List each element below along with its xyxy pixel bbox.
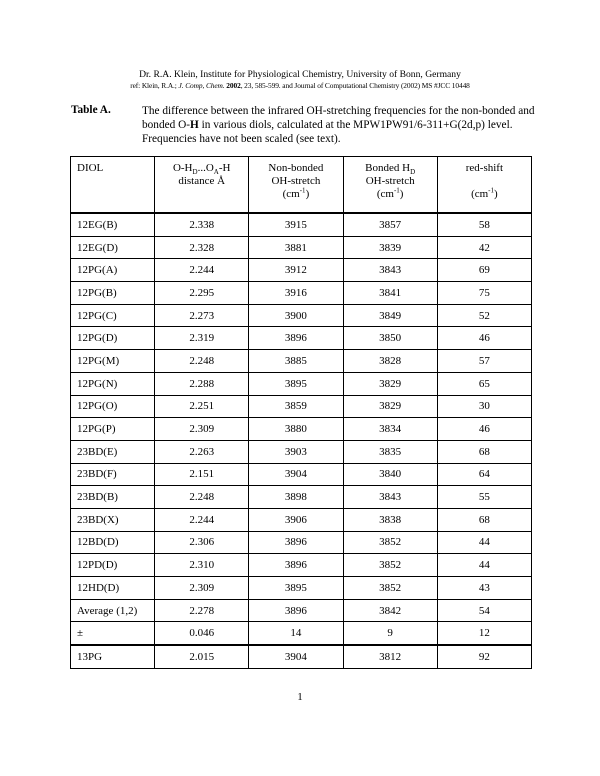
cell-distance: 2.328 bbox=[155, 236, 249, 259]
table-row bbox=[71, 350, 532, 373]
table-row bbox=[71, 554, 532, 577]
cell-diol: 13PG bbox=[71, 645, 155, 668]
cell-distance: 2.309 bbox=[155, 418, 249, 441]
cell-redshift: 64 bbox=[437, 463, 531, 486]
header-distance: $O-H_D...O_A-H$ distance Å bbox=[155, 157, 249, 214]
cell-redshift: 46 bbox=[437, 327, 531, 350]
table-row bbox=[71, 395, 532, 418]
cell-nonbonded: 3900 bbox=[249, 304, 343, 327]
header-nonbonded: Non-bonded OH-stretch $(cm^{-1})$ bbox=[249, 157, 343, 214]
cell-redshift: 57 bbox=[437, 350, 531, 373]
cell-diol: 23BD(X) bbox=[71, 508, 155, 531]
cell-distance: 2.310 bbox=[155, 554, 249, 577]
table-row bbox=[71, 304, 532, 327]
cell-distance: 2.151 bbox=[155, 463, 249, 486]
cell-nonbonded: 3912 bbox=[249, 259, 343, 282]
table-row bbox=[71, 282, 532, 305]
cell-bonded: 3829 bbox=[343, 395, 437, 418]
cell-distance: 2.273 bbox=[155, 304, 249, 327]
cell-diol: 12PG(D) bbox=[71, 327, 155, 350]
table-row bbox=[71, 645, 532, 668]
cell-bonded: 3850 bbox=[343, 327, 437, 350]
table-row bbox=[71, 418, 532, 441]
cell-diol: 12PG(C) bbox=[71, 304, 155, 327]
cell-nonbonded: 3898 bbox=[249, 486, 343, 509]
cell-redshift: 65 bbox=[437, 372, 531, 395]
cell-redshift: 75 bbox=[437, 282, 531, 305]
cell-diol: 12EG(B) bbox=[71, 213, 155, 236]
cell-diol: 23BD(E) bbox=[71, 440, 155, 463]
cell-nonbonded: 3904 bbox=[249, 645, 343, 668]
cell-diol: ± bbox=[71, 622, 155, 645]
table-row bbox=[71, 259, 532, 282]
reference-line: ref: Klein, R.A.; J. Comp, Chem. 2002, 23, 585-599. and Journal of Computational Chemistry (2002) MS #JCC 10448 bbox=[130, 81, 470, 90]
cell-distance: 2.338 bbox=[155, 213, 249, 236]
cell-nonbonded: 3903 bbox=[249, 440, 343, 463]
cell-diol: 12EG(D) bbox=[71, 236, 155, 259]
cell-distance: 2.309 bbox=[155, 577, 249, 600]
cell-nonbonded: 3896 bbox=[249, 554, 343, 577]
header-bonded: Bonded $H_D$ OH-stretch $(cm^{-1})$ bbox=[343, 157, 437, 214]
cell-distance: 2.278 bbox=[155, 599, 249, 622]
cell-nonbonded: 3859 bbox=[249, 395, 343, 418]
cell-redshift: 42 bbox=[437, 236, 531, 259]
cell-bonded: 3829 bbox=[343, 372, 437, 395]
cell-bonded: 3839 bbox=[343, 236, 437, 259]
cell-nonbonded: 3885 bbox=[249, 350, 343, 373]
cell-diol: 12PG(P) bbox=[71, 418, 155, 441]
cell-bonded: 9 bbox=[343, 622, 437, 645]
cell-diol: 12PG(A) bbox=[71, 259, 155, 282]
cell-distance: 2.248 bbox=[155, 486, 249, 509]
cell-bonded: 3842 bbox=[343, 599, 437, 622]
cell-redshift: 12 bbox=[437, 622, 531, 645]
author-affiliation: Dr. R.A. Klein, Institute for Physiological Chemistry, University of Bonn, Germany bbox=[139, 69, 461, 80]
table-row bbox=[71, 622, 532, 645]
cell-redshift: 68 bbox=[437, 440, 531, 463]
cell-distance: 2.244 bbox=[155, 259, 249, 282]
cell-bonded: 3857 bbox=[343, 213, 437, 236]
cell-diol: 12BD(D) bbox=[71, 531, 155, 554]
cell-diol: 12PD(D) bbox=[71, 554, 155, 577]
cell-nonbonded: 3896 bbox=[249, 531, 343, 554]
cell-bonded: 3843 bbox=[343, 259, 437, 282]
cell-nonbonded: 3895 bbox=[249, 577, 343, 600]
cell-bonded: 3841 bbox=[343, 282, 437, 305]
table-caption: The difference between the infrared OH-stretching frequencies for the non-bonded and bonded O-H in various diols, calculated at the MPW1PW91/6-311+G(2d,p) level. Frequencies have not been scaled (see text). bbox=[142, 105, 535, 145]
cell-nonbonded: 3895 bbox=[249, 372, 343, 395]
cell-redshift: 68 bbox=[437, 508, 531, 531]
cell-redshift: 30 bbox=[437, 395, 531, 418]
cell-diol: 12PG(N) bbox=[71, 372, 155, 395]
page-number: 1 bbox=[297, 691, 303, 703]
cell-distance: 2.248 bbox=[155, 350, 249, 373]
cell-redshift: 69 bbox=[437, 259, 531, 282]
table-row bbox=[71, 508, 532, 531]
cell-nonbonded: 3896 bbox=[249, 599, 343, 622]
cell-diol: Average (1,2) bbox=[71, 599, 155, 622]
cell-diol: 12PG(O) bbox=[71, 395, 155, 418]
cell-bonded: 3840 bbox=[343, 463, 437, 486]
cell-bonded: 3828 bbox=[343, 350, 437, 373]
cell-redshift: 58 bbox=[437, 213, 531, 236]
cell-redshift: 52 bbox=[437, 304, 531, 327]
cell-distance: 0.046 bbox=[155, 622, 249, 645]
cell-redshift: 44 bbox=[437, 554, 531, 577]
cell-diol: 12PG(M) bbox=[71, 350, 155, 373]
cell-nonbonded: 3906 bbox=[249, 508, 343, 531]
cell-bonded: 3812 bbox=[343, 645, 437, 668]
cell-diol: 12PG(B) bbox=[71, 282, 155, 305]
diol-frequency-table bbox=[70, 156, 532, 669]
cell-distance: 2.319 bbox=[155, 327, 249, 350]
cell-nonbonded: 3916 bbox=[249, 282, 343, 305]
table-row bbox=[71, 236, 532, 259]
cell-bonded: 3834 bbox=[343, 418, 437, 441]
cell-redshift: 54 bbox=[437, 599, 531, 622]
cell-nonbonded: 3881 bbox=[249, 236, 343, 259]
cell-redshift: 46 bbox=[437, 418, 531, 441]
table-row bbox=[71, 577, 532, 600]
cell-nonbonded: 3915 bbox=[249, 213, 343, 236]
table-row bbox=[71, 213, 532, 236]
cell-bonded: 3852 bbox=[343, 577, 437, 600]
table-row bbox=[71, 463, 532, 486]
cell-distance: 2.263 bbox=[155, 440, 249, 463]
cell-distance: 2.244 bbox=[155, 508, 249, 531]
cell-bonded: 3849 bbox=[343, 304, 437, 327]
table-label: Table A. bbox=[71, 104, 111, 116]
cell-nonbonded: 14 bbox=[249, 622, 343, 645]
table-row bbox=[71, 531, 532, 554]
cell-redshift: 43 bbox=[437, 577, 531, 600]
cell-nonbonded: 3880 bbox=[249, 418, 343, 441]
cell-nonbonded: 3896 bbox=[249, 327, 343, 350]
cell-diol: 23BD(B) bbox=[71, 486, 155, 509]
cell-bonded: 3838 bbox=[343, 508, 437, 531]
cell-bonded: 3843 bbox=[343, 486, 437, 509]
cell-redshift: 55 bbox=[437, 486, 531, 509]
cell-distance: 2.015 bbox=[155, 645, 249, 668]
cell-bonded: 3835 bbox=[343, 440, 437, 463]
header-redshift: red-shift $(cm^{-1})$ bbox=[437, 157, 531, 214]
header-diol: DIOL bbox=[71, 157, 155, 214]
cell-distance: 2.251 bbox=[155, 395, 249, 418]
table-row bbox=[71, 440, 532, 463]
cell-diol: 12HD(D) bbox=[71, 577, 155, 600]
table-row bbox=[71, 599, 532, 622]
table-row bbox=[71, 486, 532, 509]
cell-redshift: 92 bbox=[437, 645, 531, 668]
cell-bonded: 3852 bbox=[343, 531, 437, 554]
cell-diol: 23BD(F) bbox=[71, 463, 155, 486]
cell-distance: 2.295 bbox=[155, 282, 249, 305]
table-row bbox=[71, 372, 532, 395]
cell-nonbonded: 3904 bbox=[249, 463, 343, 486]
cell-redshift: 44 bbox=[437, 531, 531, 554]
table-row bbox=[71, 327, 532, 350]
cell-bonded: 3852 bbox=[343, 554, 437, 577]
cell-distance: 2.306 bbox=[155, 531, 249, 554]
table-header-row bbox=[71, 157, 532, 214]
cell-distance: 2.288 bbox=[155, 372, 249, 395]
